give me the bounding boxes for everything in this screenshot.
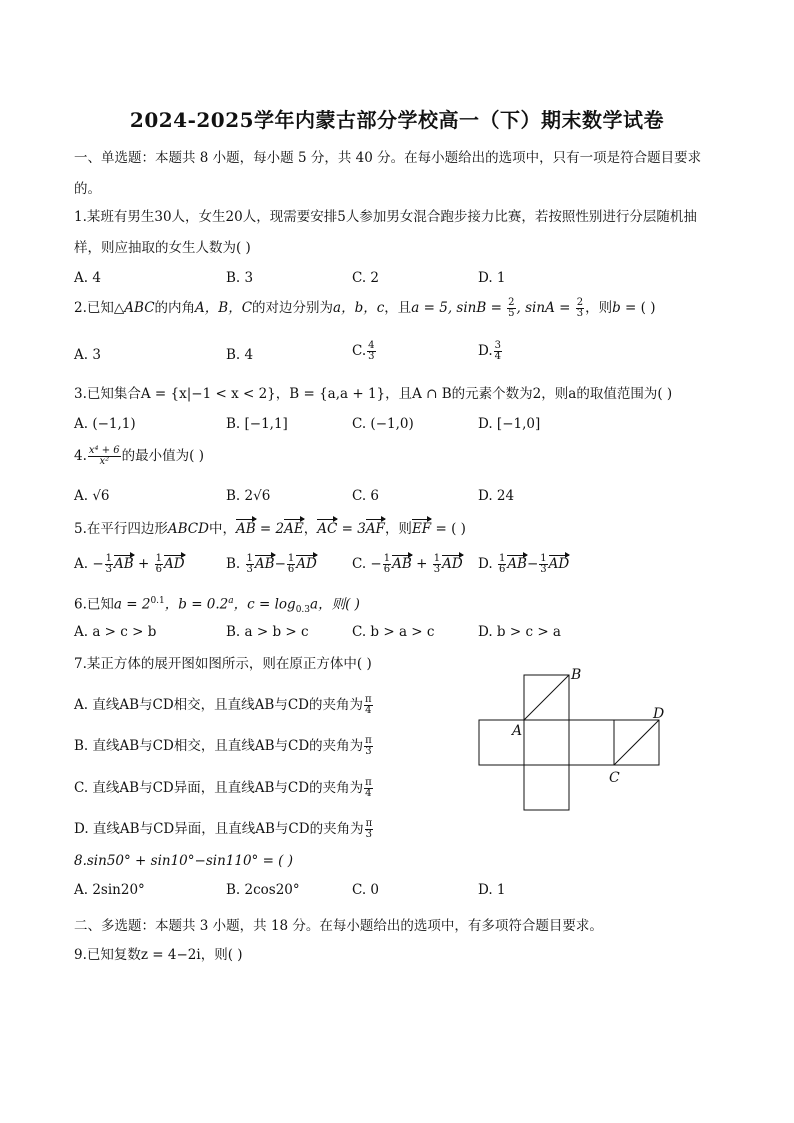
question-6-option-b: B. a > b > c <box>226 624 309 640</box>
question-2-option-c: C. $\frac{4}{3}$ <box>352 340 375 362</box>
question-2-stem: 2.已知△ABC的内角A，B，C的对边分别为a，b，c，且a = 5, sinB = $\frac{2}{5}$ , sinA = $\frac{2}{3}$ ，则b = ( ) <box>74 297 656 319</box>
section-header-multiple-choice: 二、多选题：本题共 3 小题，共 18 分。在每小题给出的选项中，有多项符合题目要求。 <box>74 918 603 934</box>
question-7-option-c: C. 直线AB与CD异面，且直线AB与CD的夹角为 $\frac{\pi}{4}$ <box>74 777 372 799</box>
question-1-option-b: B. 3 <box>226 270 254 286</box>
net-face-bottom <box>524 765 569 810</box>
question-1-option-a: A. 4 <box>74 270 101 286</box>
question-6-option-c: C. b > a > c <box>352 624 435 640</box>
question-3-option-a: A. (−1,1) <box>74 416 136 432</box>
question-1-option-c: C. 2 <box>352 270 380 286</box>
question-5-stem: 5.在平行四边形ABCD中，AB = 2AE，AC = 3AF，则EF = ( ) <box>74 521 466 537</box>
question-8-option-b: B. 2cos20° <box>226 882 300 898</box>
question-6-option-a: A. a > c > b <box>74 624 157 640</box>
cube-net-figure <box>470 665 670 850</box>
fraction-two-fifths: $\frac{2}{5}$ <box>508 297 515 319</box>
question-2-option-d: D. $\frac{3}{4}$ <box>478 340 502 362</box>
question-5-option-a: A. − $\frac{1}{3}$ AB + $\frac{1}{6}$ AD <box>74 553 185 575</box>
question-4-stem: 4. $\frac{\text{x⁴ + 6}}{\text{x²}}$ 的最小值为( ) <box>74 445 204 467</box>
section-header-single-choice: 一、单选题：本题共 8 小题，每小题 5 分，共 40 分。在每小题给出的选项中，只有一项是符合题目要求 <box>74 150 702 166</box>
question-3-option-b: B. [−1,1] <box>226 416 288 432</box>
segment-ab <box>524 675 569 720</box>
question-5-option-c: C. − $\frac{1}{6}$ AB + $\frac{1}{3}$ AD <box>352 553 463 575</box>
question-3-stem: 3.已知集合A = {x|−1 < x < 2}，B = {a,a + 1}，且A ∩ B的元素个数为2，则a的取值范围为( ) <box>74 386 673 402</box>
question-4-option-a: A. √6 <box>74 488 110 504</box>
question-4-option-d: D. 24 <box>478 488 515 504</box>
question-4-option-b: B. 2√6 <box>226 488 271 504</box>
question-7-option-a: A. 直线AB与CD相交，且直线AB与CD的夹角为 $\frac{\pi}{4}$ <box>74 694 372 716</box>
question-1-option-d: D. 1 <box>478 270 506 286</box>
question-8-stem: 8.sin50° + sin10°−sin110° = ( ) <box>74 853 293 869</box>
fraction-two-thirds: $\frac{2}{3}$ <box>576 297 584 319</box>
question-2-option-b: B. 4 <box>226 347 254 363</box>
question-5-option-d: D. $\frac{1}{6}$ AB− $\frac{1}{3}$ AD <box>478 553 570 575</box>
question-3-option-c: C. (−1,0) <box>352 416 414 432</box>
question-2-option-a: A. 3 <box>74 347 101 363</box>
question-6-stem: 6.已知$a = 2^{0.1}$，b = 0.2$^a$，$c = \log_{0.3}a$，则( ) <box>74 596 360 616</box>
label-d: D <box>653 706 665 722</box>
label-c: C <box>609 770 620 786</box>
question-7-option-b: B. 直线AB与CD相交，且直线AB与CD的夹角为 $\frac{\pi}{3}$ <box>74 735 372 757</box>
question-7-stem: 7.某正方体的展开图如图所示，则在原正方体中( ) <box>74 656 372 672</box>
question-1-line-1: 1.某班有男生30人，女生20人，现需要安排5人参加男女混合跑步接力比赛，若按照性别进行分层随机抽 <box>74 209 697 225</box>
page-title: 2024-2025学年内蒙古部分学校高一（下）期末数学试卷 <box>129 108 665 132</box>
net-face-right <box>569 720 614 765</box>
net-face-center <box>524 720 569 765</box>
question-5-option-b: B. $\frac{1}{3}$ AB− $\frac{1}{6}$ AD <box>226 553 317 575</box>
label-b: B <box>571 667 582 683</box>
section-header-continuation: 的。 <box>74 181 101 197</box>
fraction-expression: $\frac{\text{x⁴ + 6}}{\text{x²}}$ <box>88 445 120 467</box>
question-4-option-c: C. 6 <box>352 488 380 504</box>
question-9-stem: 9.已知复数z = 4−2i，则( ) <box>74 947 243 963</box>
question-8-option-a: A. 2sin20° <box>74 882 145 898</box>
segment-cd <box>614 720 659 765</box>
question-1-line-2: 样，则应抽取的女生人数为( ) <box>74 240 251 256</box>
label-a: A <box>512 723 523 739</box>
question-8-option-c: C. 0 <box>352 882 380 898</box>
question-7-option-d: D. 直线AB与CD异面，且直线AB与CD的夹角为 $\frac{\pi}{3}$ <box>74 818 373 840</box>
question-8-option-d: D. 1 <box>478 882 506 898</box>
question-6-option-d: D. b > c > a <box>478 624 561 640</box>
question-3-option-d: D. [−1,0] <box>478 416 541 432</box>
